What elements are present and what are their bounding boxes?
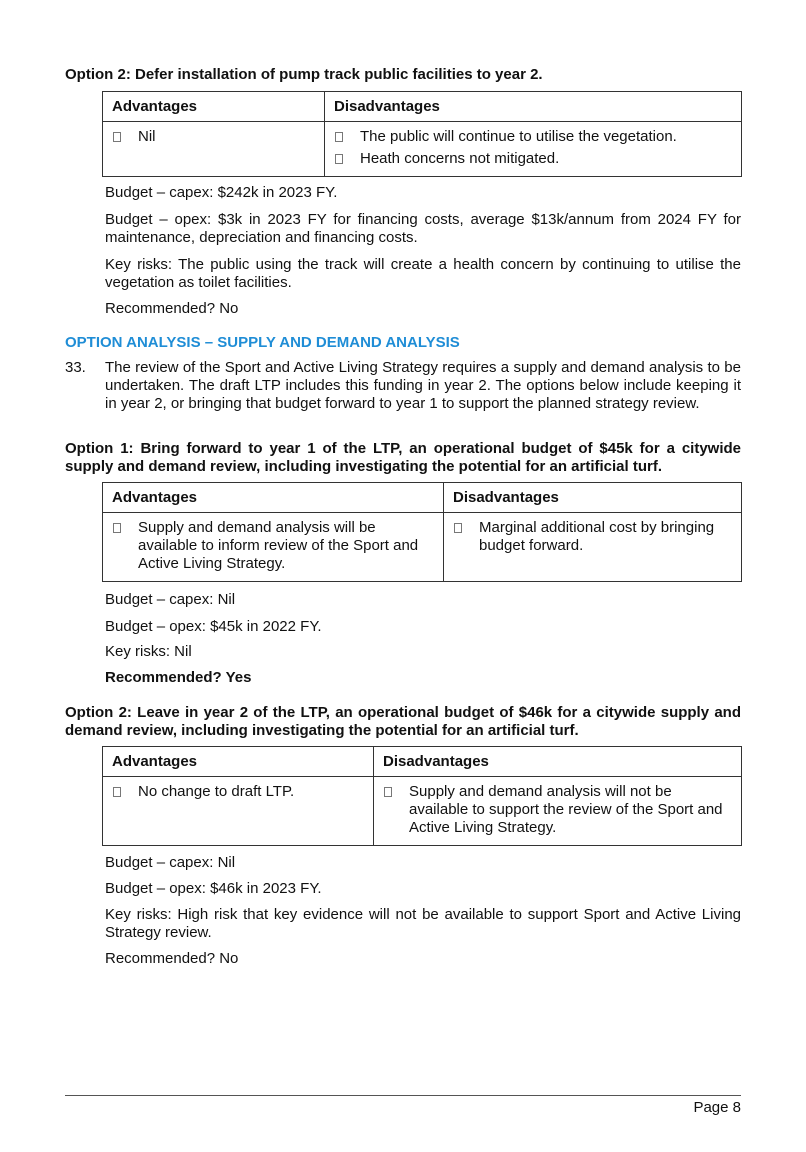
bullet-icon	[113, 787, 121, 797]
key-risks: Key risks: Nil	[105, 643, 192, 660]
footer-divider	[65, 1095, 741, 1096]
budget-opex: Budget – opex: $45k in 2022 FY.	[105, 618, 322, 635]
disadvantages-header: Disadvantages	[444, 483, 742, 513]
advantages-cell	[103, 513, 444, 582]
list-item: The public will continue to utilise the vegetation.	[333, 128, 733, 146]
bullet-icon	[113, 132, 121, 142]
bullet-icon	[113, 523, 121, 533]
list-item: Marginal additional cost by bringing budget forward.	[452, 519, 733, 555]
list-item: Supply and demand analysis will be available to inform review of the Sport and Active Living Strategy.	[111, 519, 435, 573]
recommended: Recommended? No	[105, 300, 239, 317]
bullet-icon	[335, 132, 343, 142]
options-table	[102, 746, 742, 846]
disadvantages-cell	[325, 122, 742, 177]
section-heading: OPTION ANALYSIS – SUPPLY AND DEMAND ANALYSIS	[65, 334, 460, 351]
disadvantages-cell	[444, 513, 742, 582]
list-item: Heath concerns not mitigated.	[333, 150, 733, 168]
bullet-icon	[335, 154, 343, 164]
list-item: Supply and demand analysis will not be available to support the review of the Sport and Active Living Strategy.	[382, 783, 733, 837]
options-table	[102, 482, 742, 582]
recommended: Recommended? Yes	[105, 669, 252, 686]
disadvantages-cell	[374, 777, 742, 846]
advantages-header: Advantages	[103, 483, 444, 513]
page-number: Page 8	[693, 1099, 741, 1116]
advantages-header: Advantages	[103, 747, 374, 777]
disadvantages-header: Disadvantages	[325, 92, 742, 122]
budget-capex: Budget – capex: $242k in 2023 FY.	[105, 184, 338, 201]
option-heading: Option 2: Defer installation of pump track public facilities to year 2.	[65, 66, 543, 83]
recommended: Recommended? No	[105, 950, 239, 967]
budget-opex: Budget – opex: $46k in 2023 FY.	[105, 880, 322, 897]
budget-opex: Budget – opex: $3k in 2023 FY for financing costs, average $13k/annum from 2024 FY for maintenance, depreciation and financing costs.	[105, 211, 741, 246]
bullet-icon	[454, 523, 462, 533]
list-item: No change to draft LTP.	[111, 783, 365, 801]
key-risks: Key risks: High risk that key evidence will not be available to support Sport and Active Living Strategy review.	[105, 906, 741, 941]
budget-capex: Budget – capex: Nil	[105, 591, 236, 608]
option-heading: Option 2: Leave in year 2 of the LTP, an operational budget of $46k for a citywide supply and demand review, including investigating the potential for an artificial turf.	[65, 704, 741, 739]
bullet-icon	[384, 787, 392, 797]
key-risks: Key risks: The public using the track will create a health concern by continuing to utilise the vegetation as toilet facilities.	[105, 256, 741, 291]
disadvantages-header: Disadvantages	[374, 747, 742, 777]
budget-capex: Budget – capex: Nil	[105, 854, 236, 871]
options-table	[102, 91, 742, 177]
document-page	[65, 0, 741, 1152]
advantages-cell	[103, 122, 325, 177]
paragraph-number: 33.	[65, 359, 86, 376]
advantages-header: Advantages	[103, 92, 325, 122]
paragraph-text: The review of the Sport and Active Living Strategy requires a supply and demand analysis to be undertaken. The draft LTP includes this funding in year 2. The options below include keeping it in year 2, or bringing that budget forward to year 1 to support the planned strategy review.	[105, 359, 741, 412]
advantages-cell	[103, 777, 374, 846]
list-item: Nil	[111, 128, 316, 146]
option-heading: Option 1: Bring forward to year 1 of the LTP, an operational budget of $45k for a citywide supply and demand review, including investigating the potential for an artificial turf.	[65, 440, 741, 475]
